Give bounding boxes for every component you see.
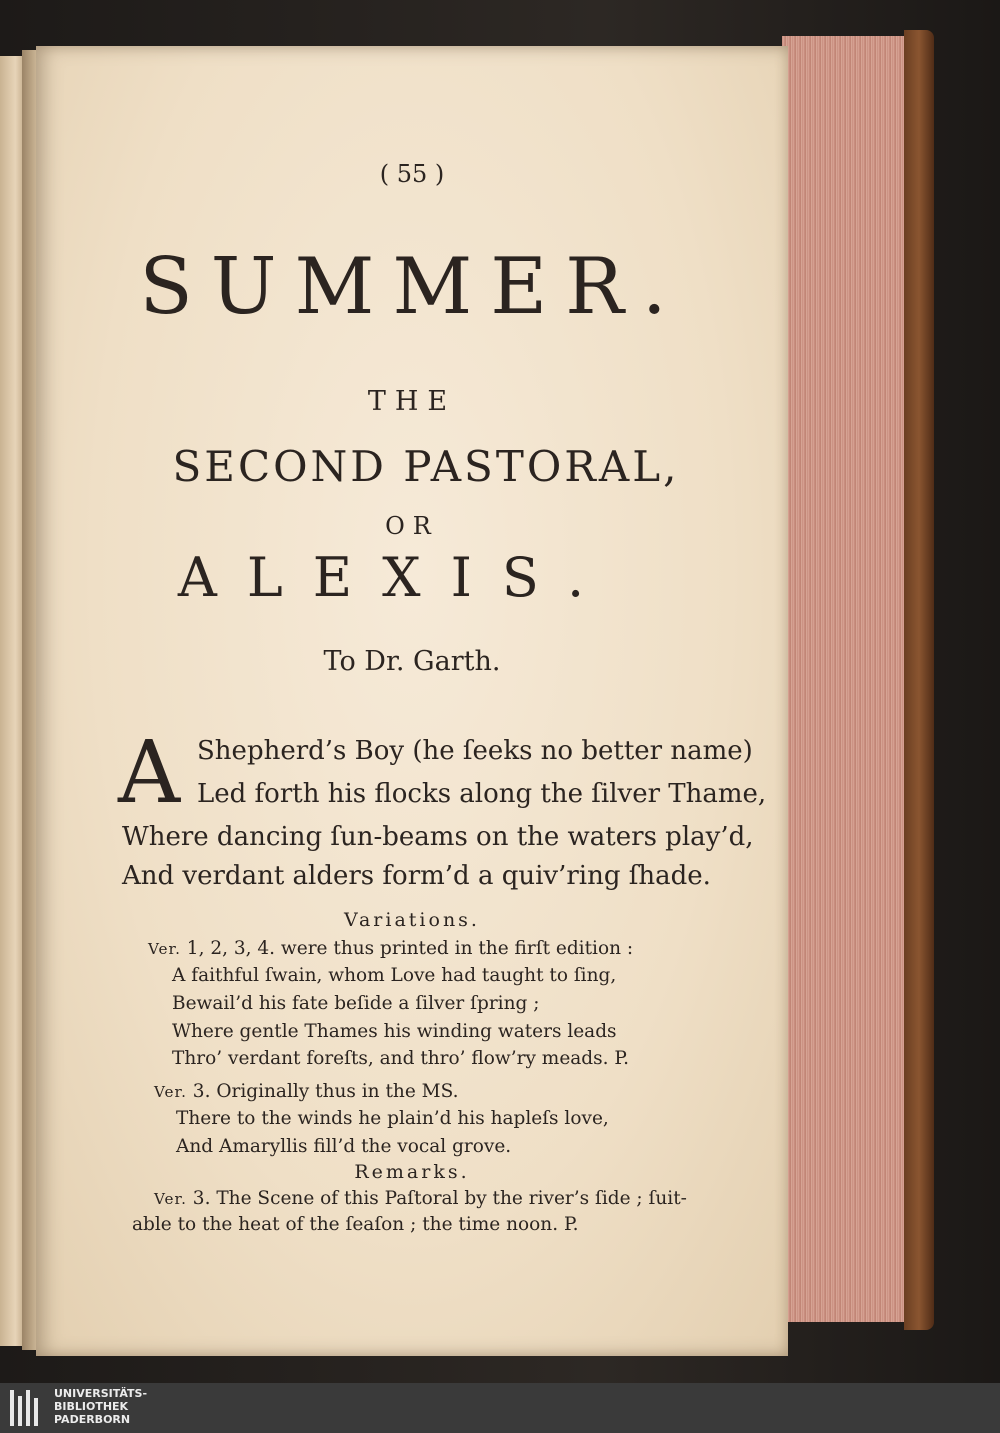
verse-label: Ver. — [148, 940, 181, 958]
library-logo-text — [54, 1387, 147, 1426]
poem-line: Where dancing ſun-beams on the waters play’d, — [122, 822, 754, 852]
logo-line: PADERBORN — [54, 1413, 131, 1426]
variation-text: 3. Originally thus in the MS. — [186, 1081, 459, 1102]
logo-line: UNIVERSITÄTS- — [54, 1387, 148, 1400]
remark-text: 3. The Scene of this Paſtoral by the river’s ſide ; ſuit- — [186, 1188, 687, 1209]
book-page — [36, 46, 788, 1356]
variation-line: A faithful ſwain, whom Love had taught to ſing, — [172, 965, 617, 986]
footer-bar — [0, 1383, 1000, 1433]
page-number: ( 55 ) — [379, 160, 445, 188]
variation-text: 1, 2, 3, 4. were thus printed in the firſt edition : — [180, 938, 634, 959]
variation-line: Thro’ verdant foreſts, and thro’ flow’ry meads. P. — [172, 1048, 629, 1069]
variation-line: Where gentle Thames his winding waters leads — [172, 1021, 617, 1042]
logo-line: BIBLIOTHEK — [54, 1400, 129, 1413]
remark-line — [154, 1188, 687, 1209]
remark-line: able to the heat of the ſeaſon ; the time noon. P. — [132, 1214, 579, 1235]
verse-label: Ver. — [154, 1190, 187, 1208]
subtitle-or: OR — [385, 512, 439, 540]
book-cover-edge — [904, 30, 934, 1330]
subtitle-second-pastoral: SECOND PASTORAL, — [172, 442, 680, 491]
variation-line — [154, 1081, 459, 1102]
subtitle-the: THE — [367, 386, 457, 417]
remarks-heading: Remarks. — [354, 1161, 470, 1183]
dedication: To Dr. Garth. — [323, 646, 501, 677]
variation-line: Bewail’d his fate beſide a ſilver ſpring ; — [172, 993, 540, 1014]
verse-label: Ver. — [154, 1083, 187, 1101]
variation-line: There to the winds he plain’d his hapleſs love, — [176, 1108, 609, 1129]
left-page-edge — [0, 56, 24, 1346]
page-title: SUMMER. — [139, 242, 685, 332]
library-logo-icon — [10, 1390, 46, 1426]
poem-line: And verdant alders form’d a quiv’ring ſhade. — [122, 861, 711, 891]
variations-heading: Variations. — [344, 909, 480, 931]
drop-cap: A — [118, 723, 181, 823]
variation-line: And Amaryllis fill’d the vocal grove. — [176, 1136, 512, 1157]
variation-line — [148, 938, 633, 959]
subtitle-alexis: ALEXIS. — [177, 546, 615, 609]
poem-line: Led forth his flocks along the ſilver Thame, — [197, 779, 767, 809]
page-edges — [782, 36, 914, 1322]
poem-line: Shepherd’s Boy (he ſeeks no better name) — [197, 736, 753, 766]
